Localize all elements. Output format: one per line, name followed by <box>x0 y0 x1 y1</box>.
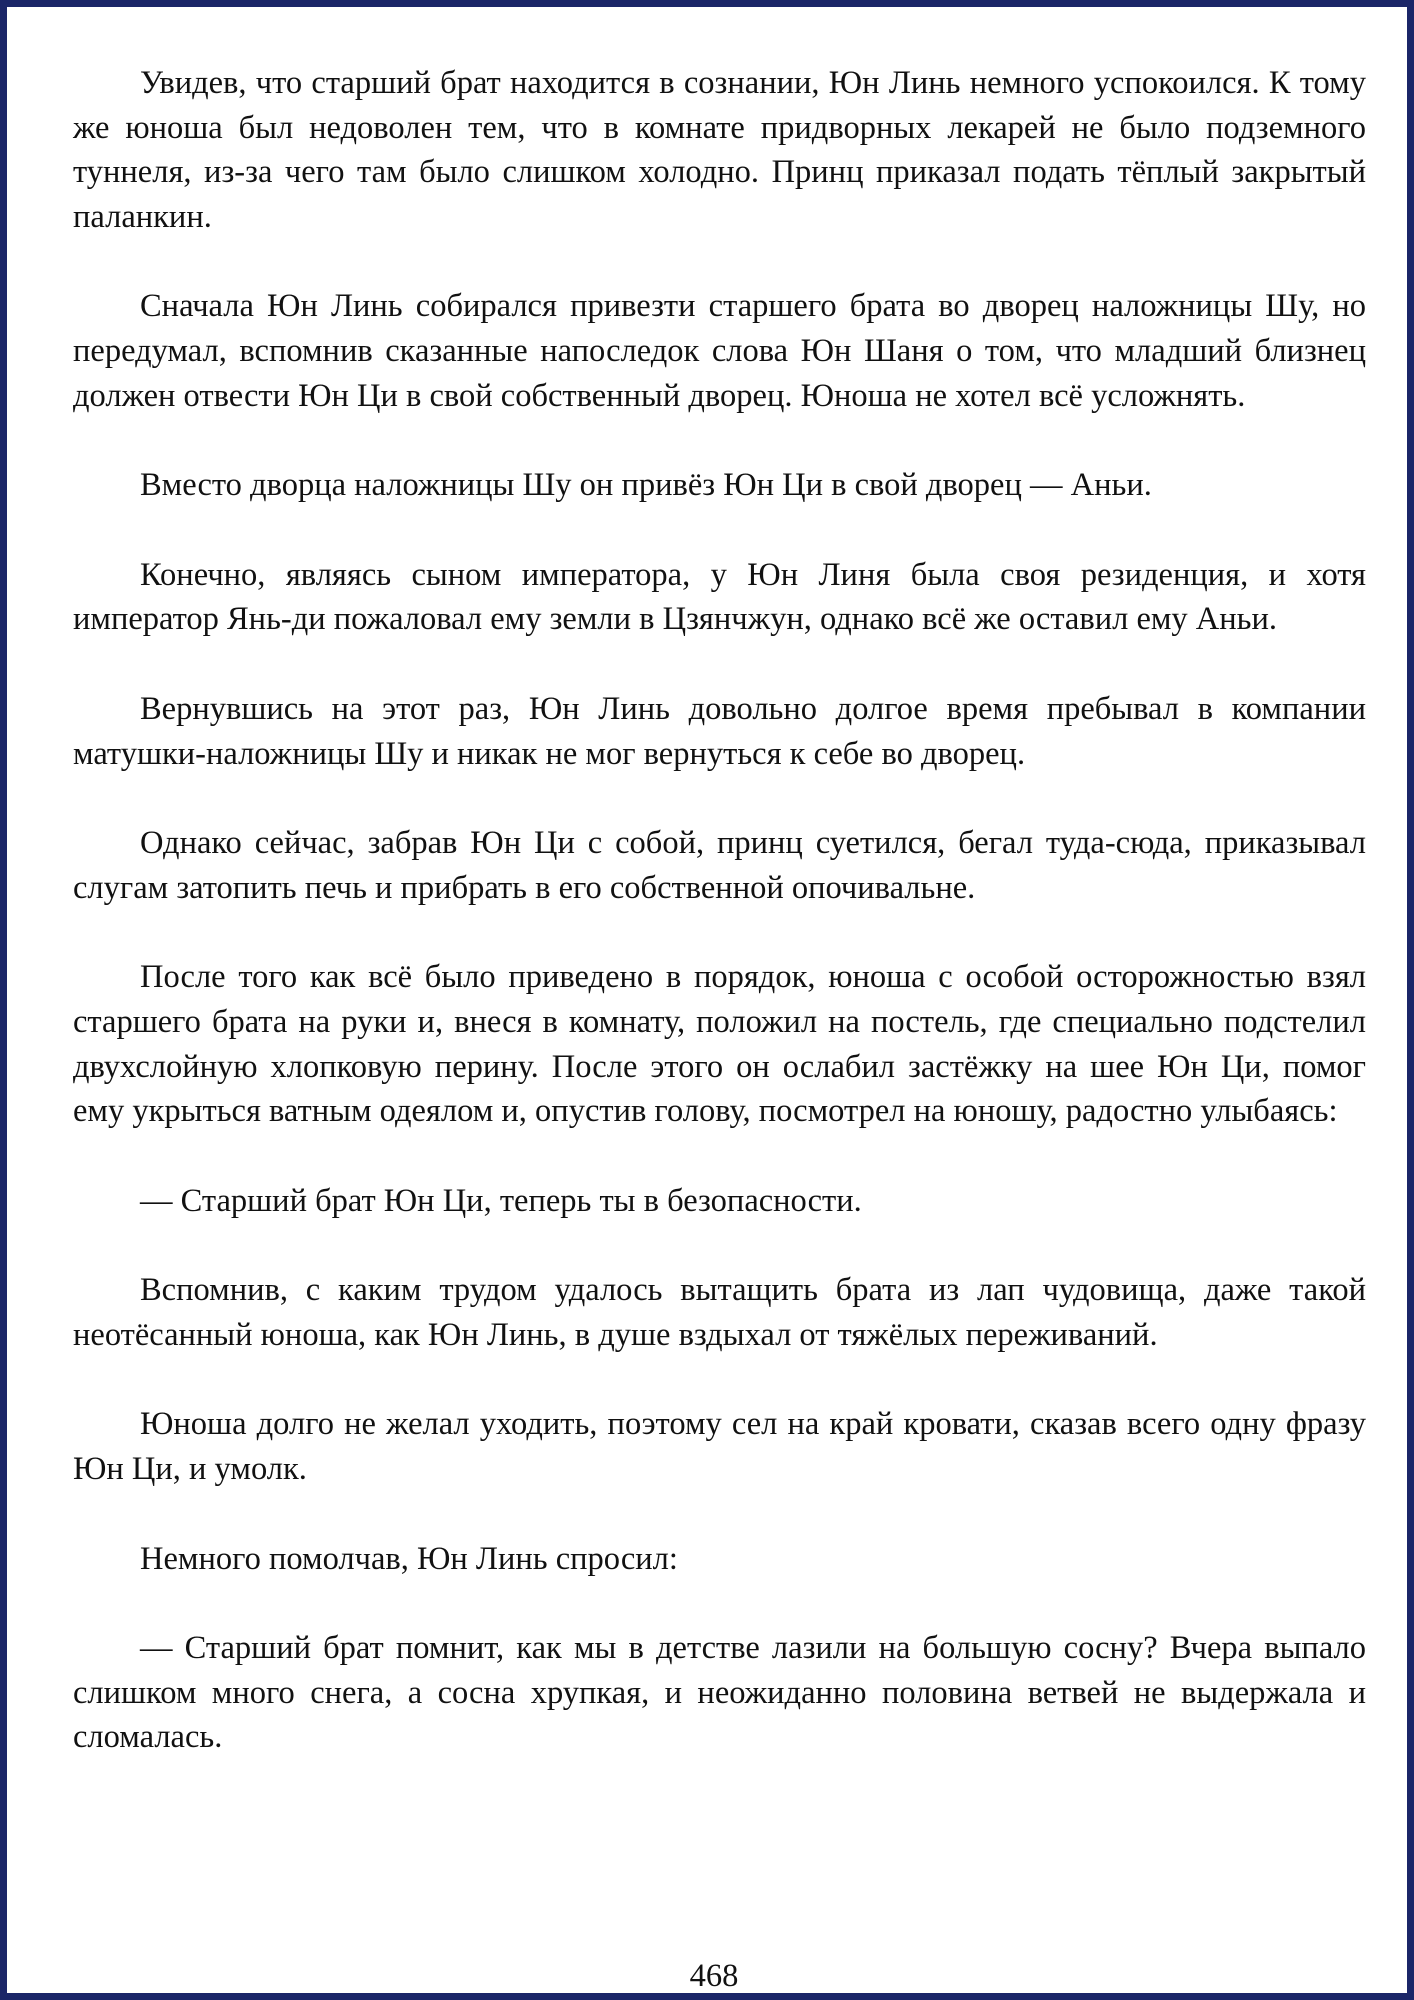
paragraph: Вместо дворца наложницы Шу он привёз Юн Ци в свой дворец — Аньи. <box>140 467 1152 504</box>
paragraph: Конечно, являясь сыном императора, у Юн Линя была своя резиденция, и хотя император Янь-ди пожаловал ему земли в Цзянчжун, однако всё же оставил ему Аньи. <box>73 556 1366 638</box>
paragraph: Немного помолчав, Юн Линь спросил: <box>140 1540 678 1577</box>
paragraph: После того как всё было приведено в порядок, юноша с особой осторожностью взял старшего брата на руки и, внеся в комнату, положил на постель, где специально подстелил двухслойную хлопковую перину. После этого он ослабил застёжку на шее Юн Ци, помог ему укрыться ватным одеялом и, опустив голову, посмотрел на юношу, радостно улыбаясь: <box>73 959 1366 1130</box>
paragraph: Вспомнив, с каким трудом удалось вытащить брата из лап чудовища, даже такой неотёсанный юноша, как Юн Линь, в душе вздыхал от тяжёлых переживаний. <box>73 1272 1366 1353</box>
document-text <box>73 61 1366 1760</box>
paragraph: Юноша долго не желал уходить, поэтому сел на край кровати, сказав всего одну фразу Юн Ци, и умолк. <box>73 1406 1366 1488</box>
paragraph: Вернувшись на этот раз, Юн Линь довольно долгое время пребывал в компании матушки-наложницы Шу и никак не мог вернуться к себе во дворец. <box>73 690 1366 772</box>
paragraph: — Старший брат помнит, как мы в детстве лазили на большую сосну? Вчера выпало слишком много снега, а сосна хрупкая, и неожиданно половина ветвей не выдержала и сломалась. <box>73 1630 1366 1756</box>
paragraph: Сначала Юн Линь собирался привезти старшего брата во дворец наложницы Шу, но передумал, вспомнив сказанные напоследок слова Юн Шаня о том, что младший близнец должен отвести Юн Ци в свой собственный дворец. Юноша не хотел всё усложнять. <box>73 288 1366 414</box>
paragraph: Однако сейчас, забрав Юн Ци с собой, принц суетился, бегал туда-сюда, приказывал слугам затопить печь и прибрать в его собственной опочивальне. <box>73 825 1366 906</box>
paragraph: — Старший брат Юн Ци, теперь ты в безопасности. <box>140 1182 862 1219</box>
paragraph: Увидев, что старший брат находится в сознании, Юн Линь немного успокоился. К тому же юноша был недоволен тем, что в комнате придворных лекарей не было подземного туннеля, из-за чего там было слишком холодно. Принц приказал подать тёплый закрытый паланкин. <box>73 65 1366 235</box>
page-number: 468 <box>689 1958 739 1994</box>
